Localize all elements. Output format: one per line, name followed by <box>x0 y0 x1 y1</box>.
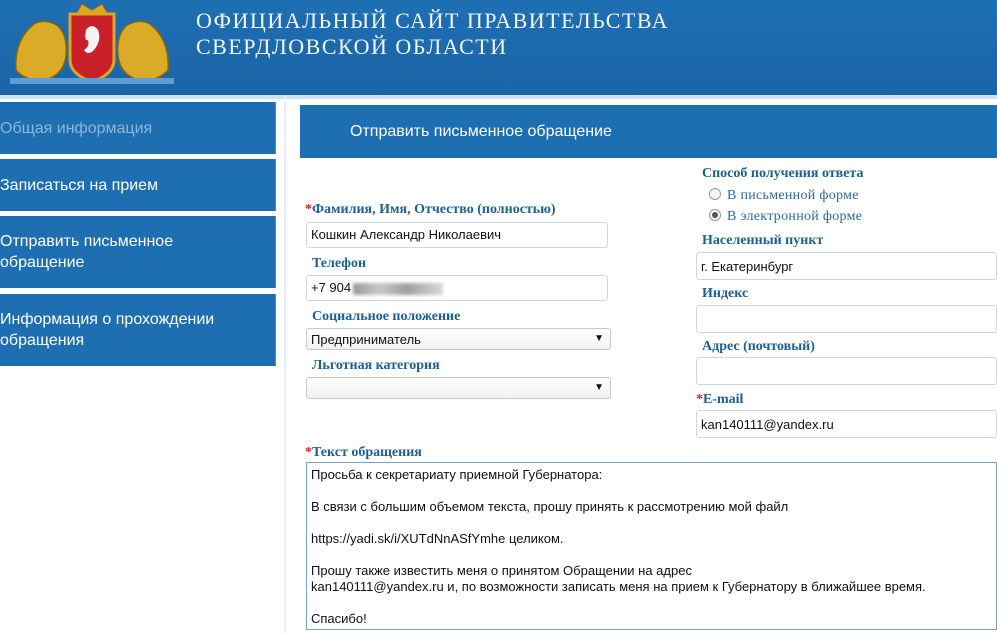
header-divider <box>0 95 997 99</box>
email-label-text: E-mail <box>703 392 744 407</box>
reply-option-label: В письменной форме <box>727 188 859 203</box>
phone-label: Телефон <box>312 256 367 271</box>
radio-button-selected-icon[interactable] <box>709 209 721 221</box>
index-label: Индекс <box>702 286 749 301</box>
panel-title: Отправить письменное обращение <box>300 105 997 158</box>
email-label <box>696 392 743 408</box>
sidebar-item-general-info[interactable] <box>0 102 276 154</box>
city-label: Населенный пункт <box>702 233 824 248</box>
fio-field[interactable]: Кошкин Александр Николаевич <box>306 222 608 248</box>
sidebar-item-label: Отправить письменное <box>0 233 174 250</box>
social-status-select[interactable] <box>306 328 611 350</box>
fio-label-text: Фамилия, Имя, Отчество (полностью) <box>312 202 556 217</box>
site-title <box>196 8 669 60</box>
phone-field[interactable] <box>306 275 608 301</box>
site-title-line-2: СВЕРДЛОВСКОЙ ОБЛАСТИ <box>196 34 508 59</box>
social-status-value: Предприниматель <box>311 332 421 347</box>
phone-value: +7 904 <box>311 280 352 295</box>
message-textarea[interactable]: Просьба к секретариату приемной Губернатора: В связи с большим объемом текста, прошу принять к рассмотрению мой файл https://yadi.sk/i/XUTdNnASfYmhe целиком. Прошу также известить меня о принятом Обращении на адрес kan140111@yandex.ru и, по возможности записать меня на прием к Губернатору в ближайшее время. Спасибо! <box>306 462 997 630</box>
site-header <box>0 0 997 95</box>
sidebar-item-send-appeal[interactable] <box>0 216 276 288</box>
sidebar-item-label: Общая информация <box>0 120 153 137</box>
sidebar-item-label: обращение <box>0 254 85 271</box>
sidebar-item-appeal-status[interactable] <box>0 294 276 366</box>
dropdown-arrow-icon: ▼ <box>594 382 604 393</box>
redacted-phone-blur <box>353 283 443 295</box>
sidebar-item-label: Записаться на прием <box>0 177 159 194</box>
address-field[interactable] <box>696 357 997 385</box>
benefit-category-label: Льготная категория <box>312 358 440 373</box>
radio-button-icon[interactable] <box>709 188 721 200</box>
fio-label <box>305 202 556 218</box>
sidebar-divider <box>284 96 286 633</box>
address-label: Адрес (почтовый) <box>702 339 815 354</box>
message-text-label <box>305 445 422 461</box>
email-field[interactable]: kan140111@yandex.ru <box>696 410 997 438</box>
required-mark: * <box>305 445 312 460</box>
message-text-label-text: Текст обращения <box>312 445 422 460</box>
sidebar-item-label: Информация о прохождении <box>0 311 215 328</box>
reply-option-paper[interactable] <box>709 187 859 204</box>
reply-option-electronic[interactable] <box>709 208 862 225</box>
social-status-label: Социальное положение <box>312 309 461 324</box>
coat-of-arms-icon[interactable] <box>6 0 178 88</box>
sidebar-item-label: обращения <box>0 332 85 349</box>
benefit-category-select[interactable] <box>306 377 611 399</box>
required-mark: * <box>696 392 703 407</box>
reply-method-label: Способ получения ответа <box>702 166 864 181</box>
site-title-line-1: ОФИЦИАЛЬНЫЙ САЙТ ПРАВИТЕЛЬСТВА <box>196 8 670 33</box>
dropdown-arrow-icon: ▼ <box>594 333 604 344</box>
city-field[interactable]: г. Екатеринбург <box>696 252 997 280</box>
reply-option-label: В электронной форме <box>727 209 863 224</box>
sidebar-item-appointment[interactable] <box>0 159 276 211</box>
index-field[interactable] <box>696 305 997 333</box>
required-mark: * <box>305 202 312 217</box>
